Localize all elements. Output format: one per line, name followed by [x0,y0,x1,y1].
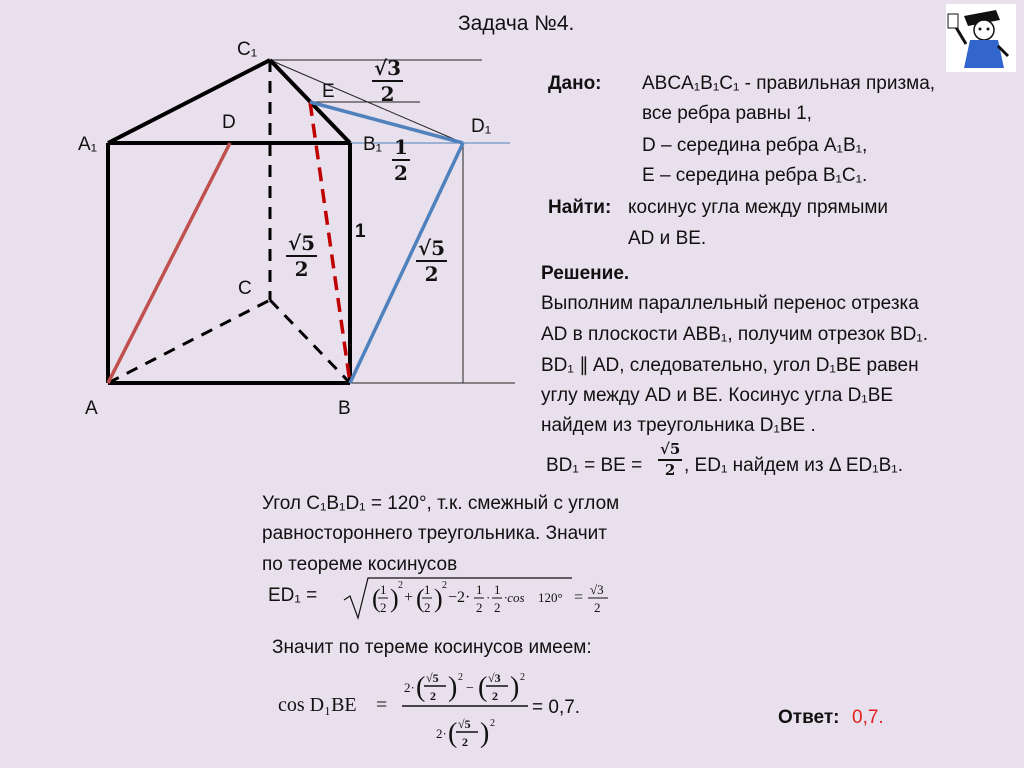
angle-line-3: по теореме косинусов [262,554,458,575]
label-d1: D₁ [471,116,492,137]
svg-text:2: 2 [490,718,495,729]
svg-text:2: 2 [442,580,447,591]
svg-text:√3: √3 [488,671,501,685]
svg-text:1: 1 [476,582,483,597]
svg-text:2: 2 [458,672,463,683]
cos-result: = 0,7. [532,697,581,718]
svg-text:(: ( [448,718,458,749]
svg-text:): ) [480,718,490,749]
solution-line-4: углу между AD и BE. Косинус угла D₁BE [541,385,894,406]
ed1-note: , ED₁ найдем из Δ ED₁B₁. [684,455,904,476]
svg-text:2: 2 [594,600,601,615]
svg-text:1: 1 [494,582,501,597]
given-label: Дано: [548,73,602,94]
label-edge-1: 1 [355,221,366,242]
solution-line-1: Выполним параллельный перенос отрезка [541,293,919,314]
given-line-4: E – середина ребра B₁C₁. [642,165,868,186]
svg-text:2·: 2· [404,680,415,695]
svg-text:1: 1 [424,582,431,597]
label-c1: C₁ [237,39,258,60]
svg-text:2: 2 [494,600,501,615]
svg-text:): ) [448,672,458,703]
svg-text:√5: √5 [458,717,471,731]
svg-text:(: ( [416,584,425,613]
svg-text:√5: √5 [426,671,439,685]
given-line-1: ABCA₁B₁C₁ - правильная призма, [642,73,936,94]
svg-text:2: 2 [520,672,525,683]
svg-text:120°: 120° [538,590,563,605]
label-a1: A₁ [78,134,98,155]
svg-text:2: 2 [424,600,431,615]
frac-sqrt5-2-right: $\frac{√5}{2}$ [418,236,446,286]
label-c: C [238,278,252,299]
svg-text:2: 2 [462,735,468,749]
svg-text:2: 2 [398,580,403,591]
given-line-2: все ребра равны 1, [642,103,812,124]
svg-text:(: ( [372,584,381,613]
svg-text:): ) [434,584,443,613]
find-line-2: AD и BE. [628,228,707,249]
given-line-3: D – середина ребра A₁B₁, [642,135,868,156]
solution-line-2: AD в плоскости ABB₁, получим отрезок BD₁. [541,324,929,345]
label-a: A [85,398,98,419]
answer-value: 0,7. [852,707,884,728]
svg-text:−: − [466,681,474,696]
svg-text:2: 2 [430,689,436,703]
solution-line-5: найдем из треугольника D₁BE . [541,415,816,436]
frac-sqrt5-2-left: $\frac{√5}{2}$ [288,231,316,281]
svg-text:(: ( [416,672,426,703]
solution-line-3: BD₁ ∥ AD, следовательно, угол D₁BE равен [541,355,919,376]
page-title: Задача №4. [458,12,575,35]
svg-text:): ) [390,584,399,613]
find-label: Найти: [548,197,612,218]
svg-text:+: + [404,589,414,606]
cos-eq: = [376,694,388,716]
svg-text:2: 2 [476,600,483,615]
svg-text:=: = [574,589,584,606]
angle-line-1: Угол C₁B₁D₁ = 120°, т.к. смежный с углом [262,493,620,514]
frac-1-2: $\frac{1}{2}$ [394,135,408,185]
cos-lhs: cos D₁BE [278,694,357,716]
label-b1: B₁ [363,134,383,155]
svg-text:1: 1 [380,582,387,597]
label-d: D [222,112,236,133]
svg-text:·cos: ·cos [504,590,525,605]
svg-text:−2·: −2· [448,589,471,606]
svg-text:2: 2 [380,600,387,615]
svg-text:·: · [486,590,491,605]
svg-text:): ) [510,672,520,703]
bd1-be-equation: BD₁ = BE = [546,455,643,476]
find-line-1: косинус угла между прямыми [628,197,889,218]
svg-text:√3: √3 [590,582,604,597]
answer-label: Ответ: [778,707,840,728]
cosine-intro: Значит по тереме косинусов имеем: [272,637,592,658]
angle-line-2: равностороннего треугольника. Значит [262,523,607,544]
svg-text:(: ( [478,672,488,703]
bd1-frac: $\frac{√5}{2}$ [660,440,681,479]
svg-text:2: 2 [492,689,498,703]
frac-sqrt3-2: $\frac{√3}{2}$ [374,56,402,106]
label-b: B [338,398,351,419]
solution-label: Решение. [541,263,630,284]
label-e: E [322,81,335,102]
ed1-label: ED₁ = [268,585,318,606]
svg-text:2·: 2· [436,726,447,741]
